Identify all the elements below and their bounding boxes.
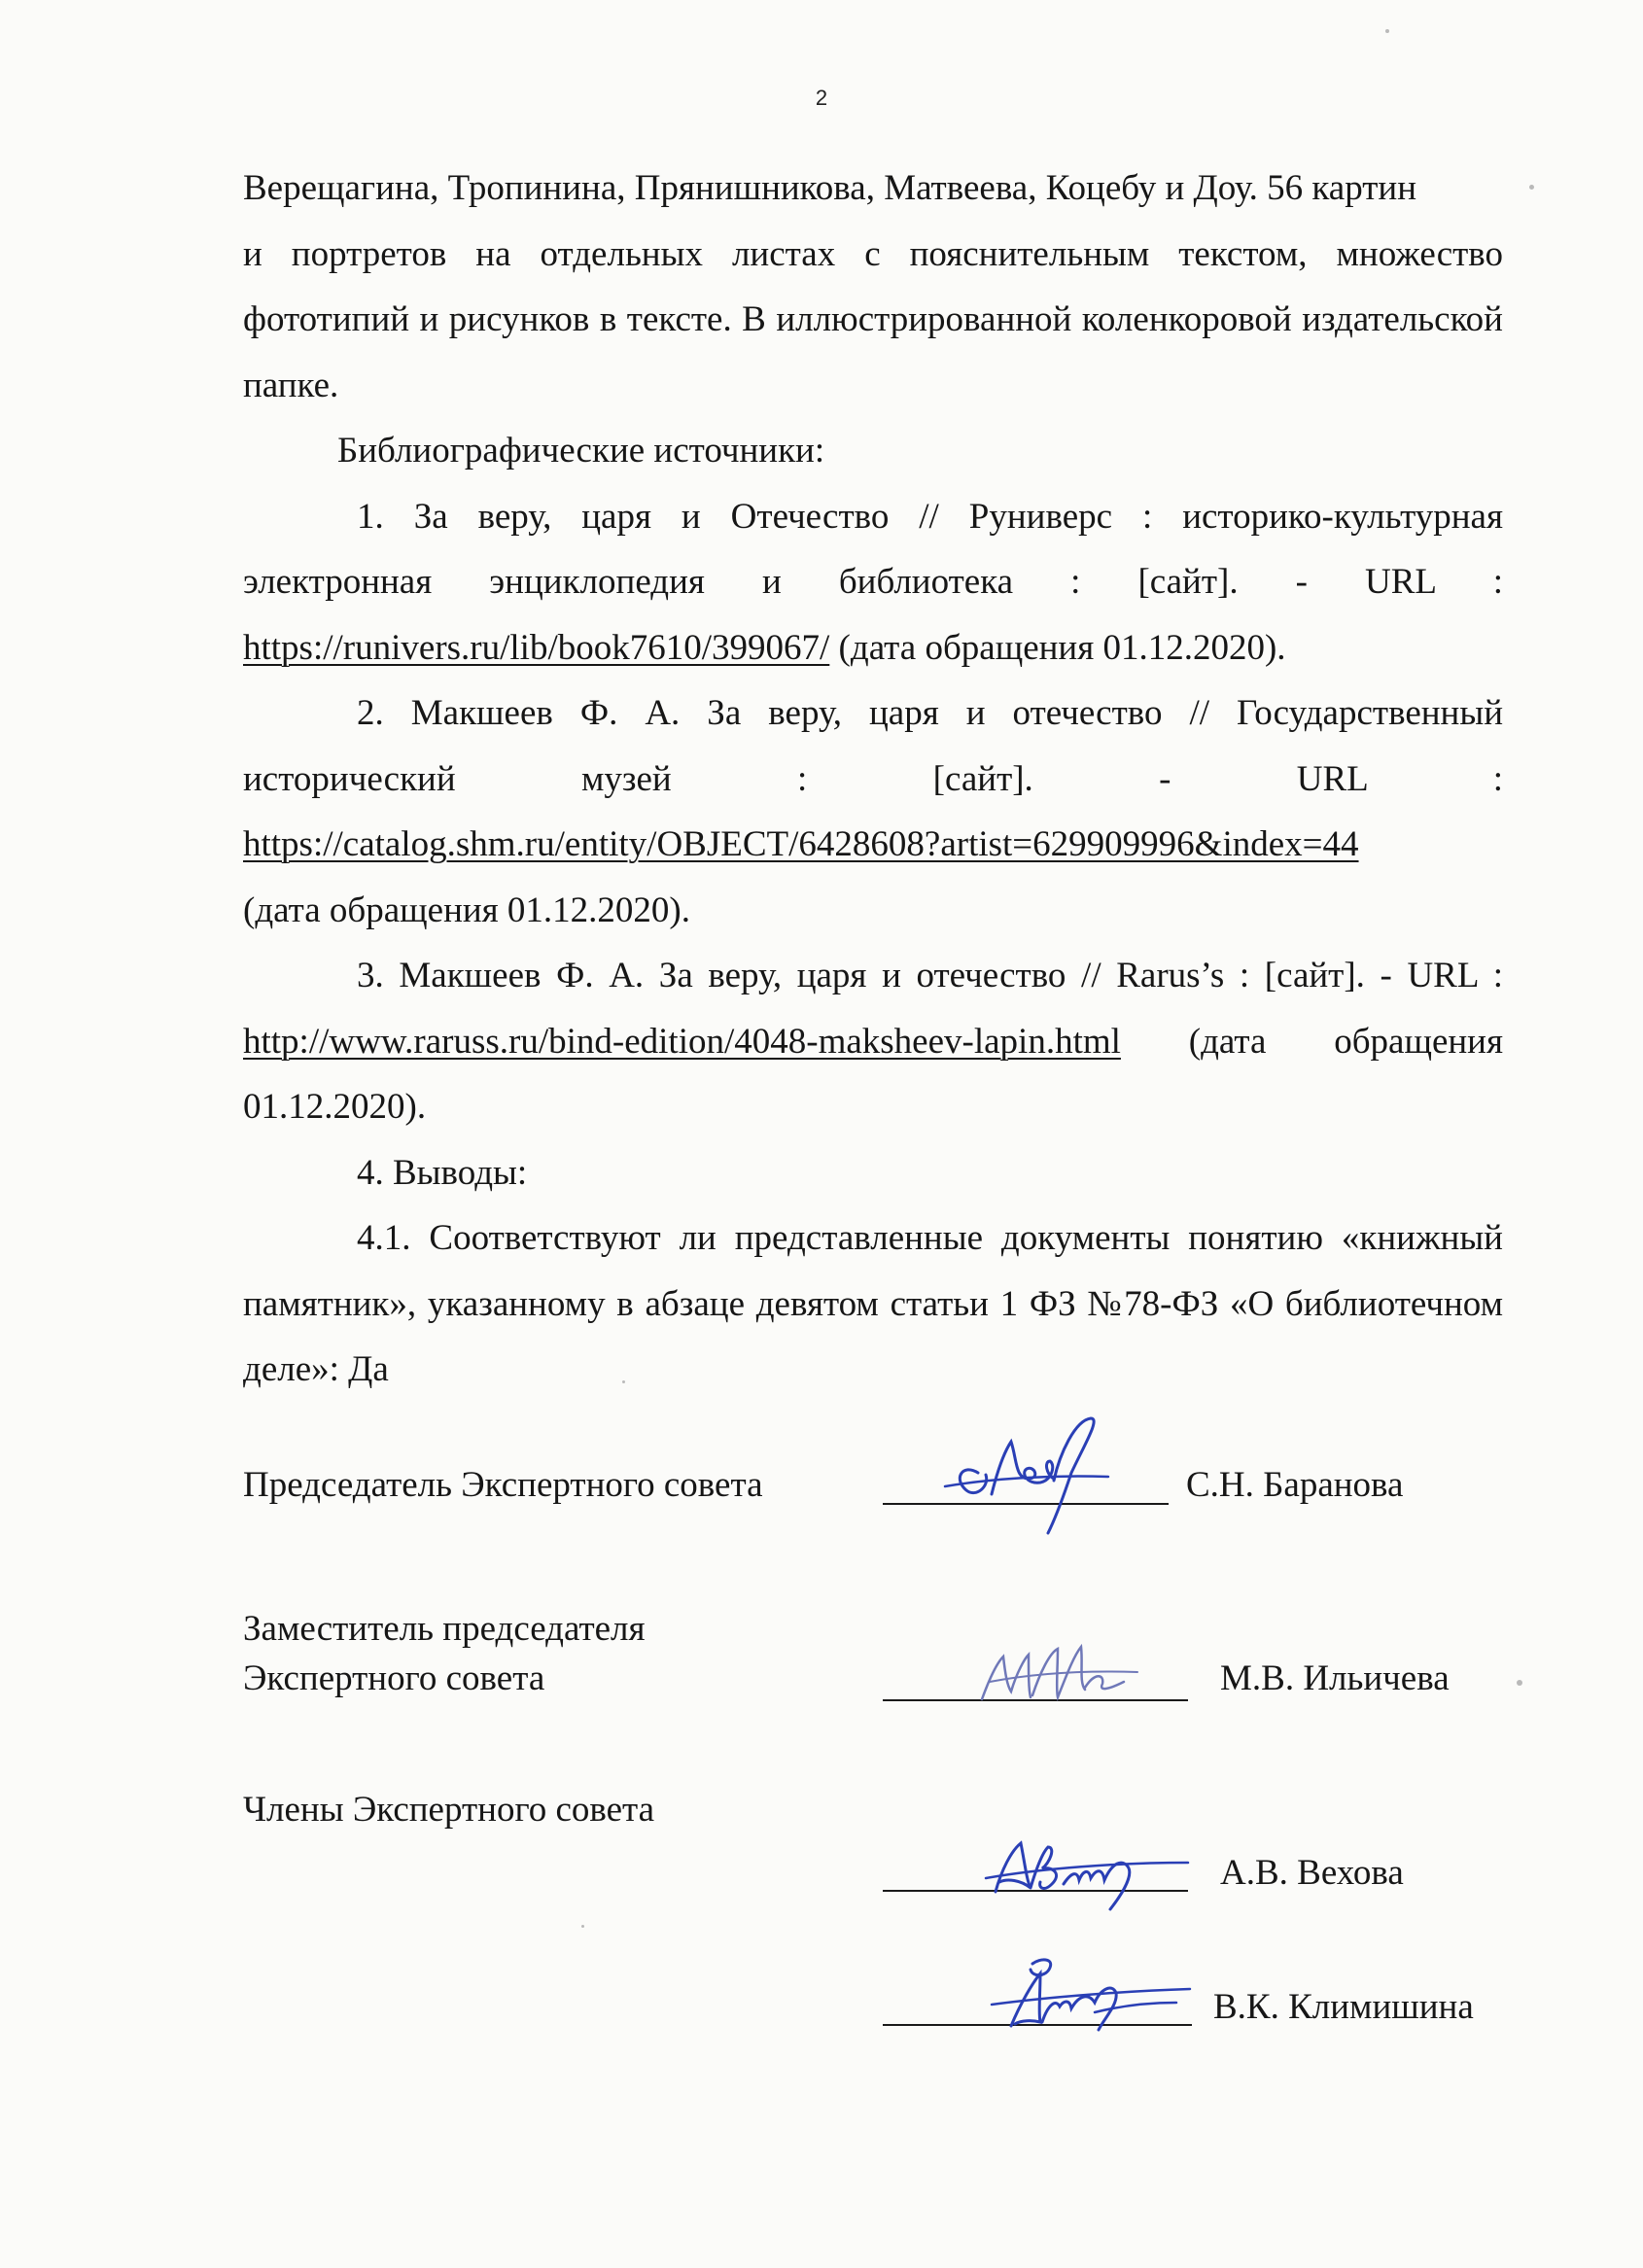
paragraph-text: и портретов на отдельных листах с пояснительным текстом, множество фототипий и рисунков в тексте. В иллюстрированной коленкоровой издательской папке. bbox=[243, 233, 1503, 405]
document-body bbox=[243, 156, 1503, 1403]
source-tail: (дата обращения 01.12.2020). bbox=[243, 1021, 1503, 1127]
source-item-3 bbox=[243, 943, 1503, 1140]
chair-label: Председатель Экспертного совета bbox=[243, 1465, 763, 1505]
scan-speck bbox=[622, 1380, 625, 1383]
source-text: 3. Макшеев Ф. А. За веру, царя и отечество // Rarus’s : [сайт]. - URL : bbox=[357, 956, 1503, 995]
conclusion-item: 4.1. Соответствуют ли представленные документы понятию «книжный памятник», указанному в абзаце девятом статьи 1 ФЗ №78-ФЗ «О библиотечном деле»: Да bbox=[243, 1218, 1503, 1389]
paragraph-line: Верещагина, Тропинина, Прянишникова, Матвеева, Коцебу и Доу. 56 картин bbox=[243, 168, 1416, 208]
bibliography-heading: Библиографические источники: bbox=[337, 431, 825, 471]
source-tail: (дата обращения 01.12.2020). bbox=[829, 627, 1286, 668]
deputy-name: М.В. Ильичева bbox=[1220, 1658, 1450, 1698]
scan-speck bbox=[1385, 29, 1389, 33]
source-tail: (дата обращения 01.12.2020). bbox=[243, 890, 691, 930]
scan-speck bbox=[581, 1925, 584, 1928]
source-link[interactable]: https://catalog.shm.ru/entity/OBJECT/6428608?artist=629909996&index=44 bbox=[243, 824, 1359, 864]
members-label: Члены Экспертного совета bbox=[243, 1790, 655, 1830]
signature-member-2 bbox=[982, 1944, 1206, 2051]
signature-deputy bbox=[972, 1614, 1167, 1721]
scan-speck bbox=[1517, 1680, 1522, 1686]
source-text: 2. Макшеев Ф. А. За веру, царя и отечество // Государственный исторический музей : [сайт]. - URL : bbox=[243, 693, 1503, 799]
signature-member-1 bbox=[982, 1824, 1206, 1921]
chair-name: С.Н. Баранова bbox=[1186, 1465, 1404, 1505]
signature-chair bbox=[933, 1414, 1137, 1541]
source-item-1 bbox=[243, 484, 1503, 681]
source-text: 1. За веру, царя и Отечество // Руниверс : историко-культурная электронная энциклопедия и библиотека : [сайт]. - URL : bbox=[243, 496, 1503, 602]
source-item-2 bbox=[243, 680, 1503, 878]
scan-speck bbox=[1529, 185, 1534, 190]
deputy-label-line1: Заместитель председателя bbox=[243, 1609, 646, 1649]
source-link[interactable]: http://www.raruss.ru/bind-edition/4048-maksheev-lapin.html bbox=[243, 1021, 1121, 1062]
member-1-name: А.В. Вехова bbox=[1220, 1853, 1404, 1893]
conclusions-heading: 4. Выводы: bbox=[357, 1152, 528, 1193]
source-link[interactable]: https://runivers.ru/lib/book7610/399067/ bbox=[243, 627, 830, 668]
member-2-name: В.К. Климишина bbox=[1213, 1987, 1474, 2027]
page-number: 2 bbox=[815, 86, 828, 110]
deputy-label-line2: Экспертного совета bbox=[243, 1658, 545, 1698]
